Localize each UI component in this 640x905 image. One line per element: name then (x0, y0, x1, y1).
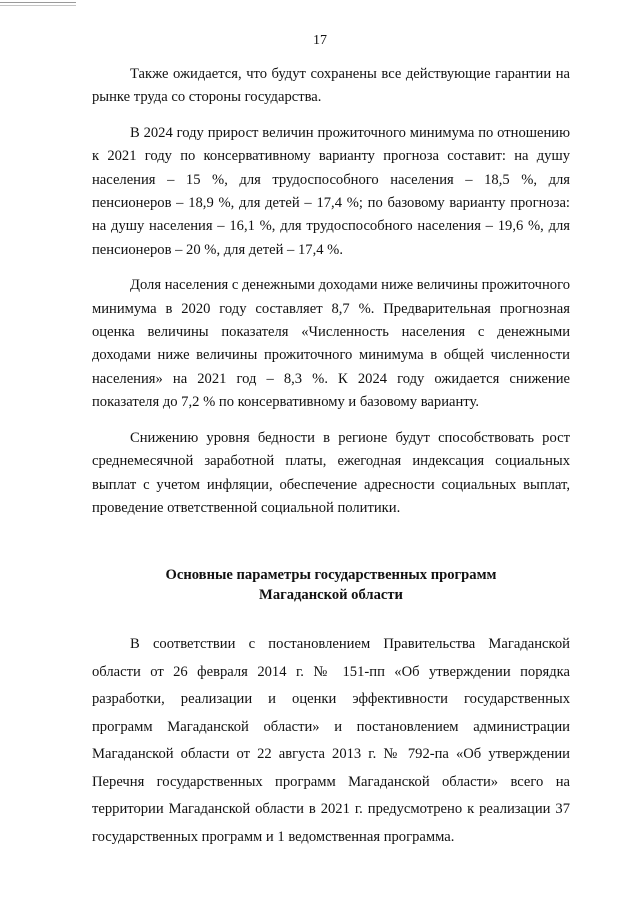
body-text-block-1 (92, 63, 570, 520)
section-heading-line-1: Основные параметры государственных программ (165, 567, 497, 583)
section-heading-line-2: Магаданской области (259, 587, 403, 603)
paragraph-labor-guarantees: Также ожидается, что будут сохранены все действующие гарантии на рынке труда со стороны государства. (92, 66, 570, 106)
paragraph-state-programs: В соответствии с постановлением Правительства Магаданской области от 26 февраля 2014 г. № 151-пп «Об утверждении порядка разработки, реализации и оценки эффективности государственных программ Магаданской области» и постановлением администрации Магаданской области от 22 августа 2013 г. № 792-па «Об утверждении Перечня государственных программ Магаданской области» всего на территории Магаданской области в 2021 г. предусмотрено к реализации 37 государственных программ и 1 ведомственная программа. (92, 636, 570, 845)
scan-edge-mark (0, 2, 76, 6)
paragraph-subsistence-minimum-growth: В 2024 году прирост величин прожиточного минимума по отношению к 2021 году по консервативному варианту прогноза составит: на душу населения – 15 %, для трудоспособного населения – 18,5 %, для пенсионеров – 18,9 %, для детей – 17,4 %; по базовому варианту прогноза: на душу населения – 16,1 %, для трудоспособного населения – 19,6 %, для пенсионеров – 20 %, для детей – 17,4 %. (92, 124, 570, 258)
paragraph-poverty-reduction-factors: Снижению уровня бедности в регионе будут способствовать рост среднемесячной заработной платы, ежегодная индексация социальных выплат с учетом инфляции, обеспечение адресности социальных выплат, проведение ответственной социальной политики. (92, 429, 570, 516)
section-state-programs (92, 565, 570, 851)
paragraph-poverty-share: Доля населения с денежными доходами ниже величины прожиточного минимума в 2020 году составляет 8,7 %. Предварительная прогнозная оценка величины показателя «Численность населения с денежными доходами ниже величины прожиточного минимума в общей численности населения» на 2021 год – 8,3 %. К 2024 году ожидается снижение показателя до 7,2 % по консервативному и базовому варианту. (92, 277, 570, 411)
section-heading (92, 565, 570, 605)
page-number: 17 (313, 33, 327, 48)
